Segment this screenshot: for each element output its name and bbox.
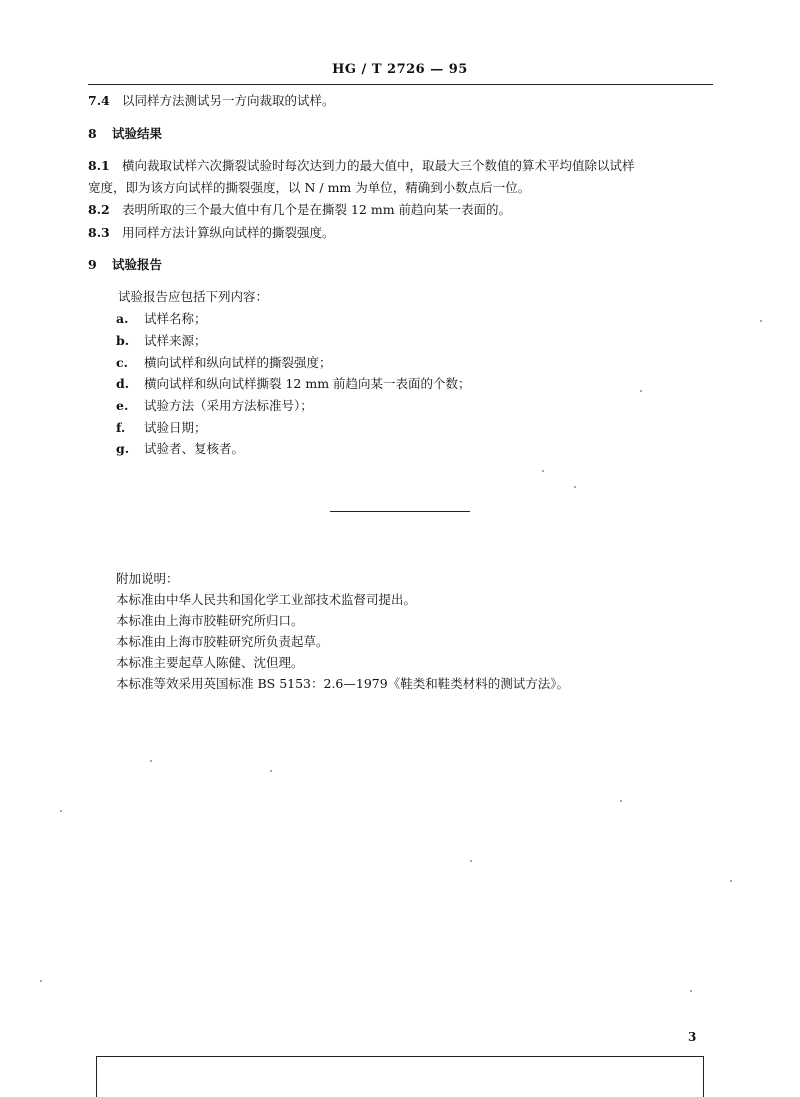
end-of-text-rule: [330, 511, 470, 512]
note-line: 本标准由上海市胶鞋研究所负责起草。: [116, 634, 329, 649]
list-letter: c.: [116, 355, 128, 370]
list-letter: f.: [116, 420, 126, 435]
clause-number: 8.2: [88, 202, 110, 217]
list-item: [116, 420, 207, 436]
list-item: [116, 398, 313, 414]
scan-speck: [60, 810, 62, 812]
note-line: 本标准由中华人民共和国化学工业部技术监督司提出。: [116, 592, 417, 607]
page-header-standard-code: HG / T 2726 — 95: [332, 62, 468, 77]
section-number: 8: [88, 126, 97, 141]
section-title: 试验报告: [112, 257, 163, 272]
report-intro: 试验报告应包括下列内容：: [118, 289, 269, 304]
scan-speck: [730, 880, 732, 882]
scan-speck: [640, 390, 642, 392]
clause-8-2: [88, 202, 511, 218]
scan-speck: [690, 990, 692, 992]
scan-speck: [760, 320, 762, 322]
note-line: 本标准由上海市胶鞋研究所归口。: [116, 613, 304, 628]
clause-text-line1: 横向裁取试样六次撕裂试验时每次达到力的最大值中，取最大三个数值的算术平均值除以试样: [122, 158, 635, 173]
note-line: 本标准等效采用英国标准 BS 5153：2.6—1979《鞋类和鞋类材料的测试方法》。: [116, 676, 569, 691]
clause-7-4: [88, 93, 335, 109]
list-letter: g.: [116, 441, 130, 456]
list-text: 横向试样和纵向试样撕裂 12 mm 前趋向某一表面的个数；: [144, 376, 471, 391]
clause-text: 以同样方法测试另一方向裁取的试样。: [122, 93, 335, 108]
list-text: 试验日期；: [144, 420, 207, 435]
clause-number: 7.4: [88, 93, 110, 108]
clause-text-line2: 宽度，即为该方向试样的撕裂强度，以 N / mm 为单位，精确到小数点后一位。: [88, 180, 531, 195]
scan-speck: [542, 470, 544, 472]
scan-speck: [270, 770, 272, 772]
clause-number: 8.3: [88, 225, 110, 240]
list-item: [116, 333, 207, 349]
clause-text: 用同样方法计算纵向试样的撕裂强度。: [122, 225, 335, 240]
clause-number: 8.1: [88, 158, 110, 173]
note-line: 本标准主要起草人陈健、沈但理。: [116, 655, 304, 670]
list-item: [116, 355, 332, 371]
list-letter: e.: [116, 398, 129, 413]
list-letter: a.: [116, 311, 129, 326]
scan-speck: [150, 760, 152, 762]
clause-text: 表明所取的三个最大值中有几个是在撕裂 12 mm 前趋向某一表面的。: [122, 202, 512, 217]
scan-speck: [574, 486, 576, 488]
clause-8-1: [88, 158, 635, 174]
list-item: [116, 311, 207, 327]
list-item: [116, 376, 471, 392]
clause-8-3: [88, 225, 335, 241]
section-number: 9: [88, 257, 97, 272]
section-title: 试验结果: [112, 126, 163, 141]
list-text: 试样名称；: [144, 311, 207, 326]
section-9-heading: [88, 257, 162, 273]
section-8-heading: [88, 126, 162, 142]
list-item: [116, 441, 244, 457]
scan-speck: [470, 860, 472, 862]
scan-speck: [620, 800, 622, 802]
list-text: 试验者、复核者。: [144, 441, 245, 456]
scan-speck: [40, 980, 42, 982]
list-letter: b.: [116, 333, 130, 348]
clause-8-1-continuation: [88, 180, 530, 196]
notes-title: 附加说明：: [116, 571, 179, 586]
list-letter: d.: [116, 376, 130, 391]
page-number: 3: [688, 1030, 697, 1044]
list-text: 横向试样和纵向试样的撕裂强度；: [144, 355, 332, 370]
list-text: 试验方法（采用方法标准号）；: [144, 398, 313, 413]
header-rule: [88, 84, 713, 85]
list-text: 试样来源；: [144, 333, 207, 348]
